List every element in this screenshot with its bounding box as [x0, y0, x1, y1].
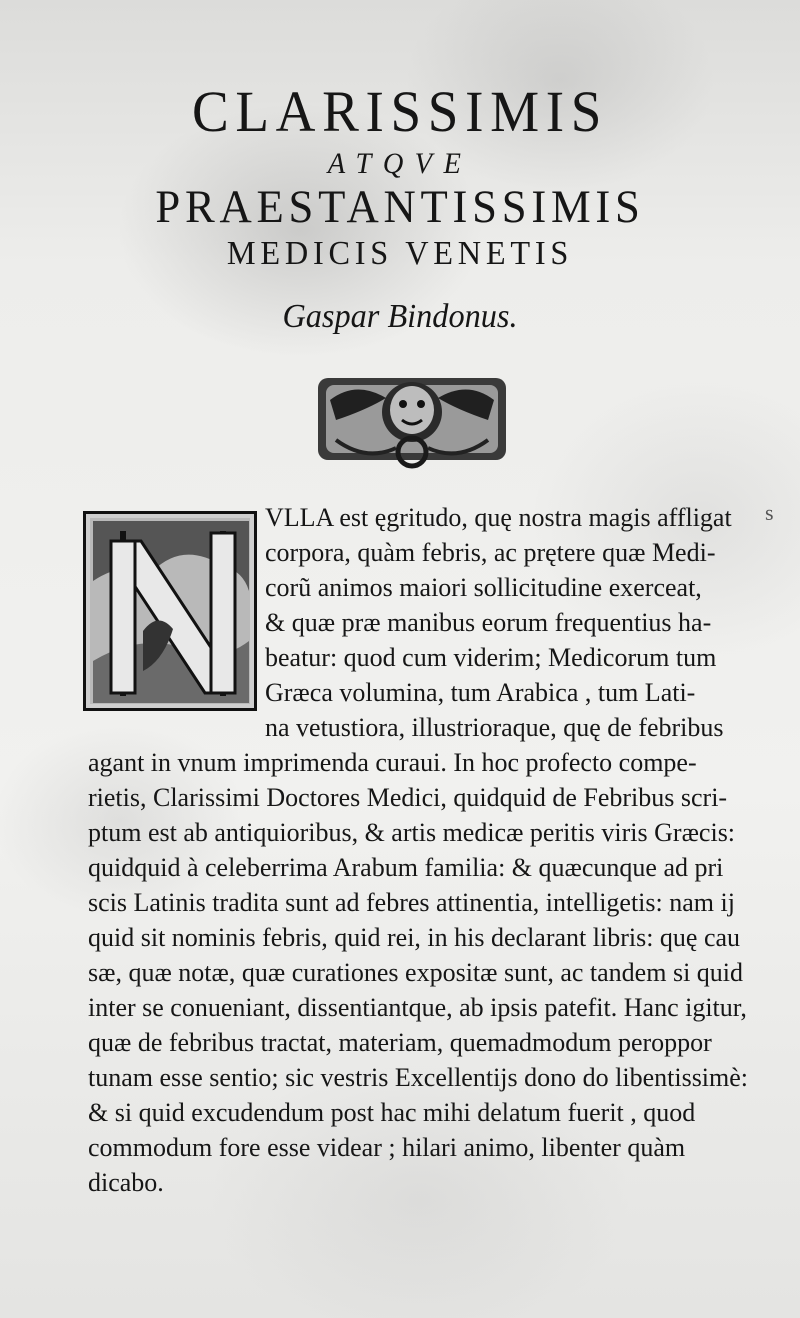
- body-line: na vetustiora, illustrioraque, quę de febribus: [265, 713, 724, 742]
- body-line: corũ animos maiori sollicitudine exerceat,: [265, 573, 702, 602]
- body-line: quæ de febribus tractat, materiam, quemadmodum peroppor: [88, 1028, 712, 1057]
- body-line: ptum est ab antiquioribus, & artis medicæ peritis viris Græcis:: [88, 818, 736, 847]
- body-line: tunam esse sentio; sic vestris Excellentijs dono do libentissimè:: [88, 1063, 749, 1092]
- heading-line-1: CLARISSIMIS: [191, 79, 609, 144]
- body-line: scis Latinis tradita sunt ad febres attinentia, intelligetis: nam ij: [88, 888, 735, 917]
- heading-line-2: ATQVE: [327, 147, 473, 180]
- body-line: beatur: quod cum viderim; Medicorum tum: [265, 643, 717, 672]
- body-line: agant in vnum imprimenda curaui. In hoc profecto compe-: [88, 748, 697, 777]
- ornament-mask-icon: [316, 370, 508, 474]
- body-line: corpora, quàm febris, ac prętere quæ Medi-: [265, 538, 716, 567]
- body-line: Græca volumina, tum Arabica , tum Lati-: [265, 678, 696, 707]
- body-line: & quæ præ manibus eorum frequentius ha-: [265, 608, 712, 637]
- margin-mark: s: [765, 500, 774, 525]
- body-line: quidquid à celeberrima Arabum familia: & quæcunque ad pri: [88, 853, 724, 882]
- body-line: & si quid excudendum post hac mihi delatum fuerit , quod: [88, 1098, 696, 1127]
- body-line: dicabo.: [88, 1168, 164, 1197]
- printer-name: Gaspar Bindonus.: [282, 298, 518, 335]
- body-line: sæ, quæ notæ, quæ curationes expositæ sunt, ac tandem si quid: [88, 958, 744, 987]
- body-line: inter se conueniant, dissentiantque, ab ipsis patefit. Hanc igitur,: [88, 993, 747, 1022]
- heading-line-3: PRAESTANTISSIMIS: [155, 181, 645, 233]
- body-line: rietis, Clarissimi Doctores Medici, quidquid de Febribus scri-: [88, 783, 728, 812]
- body-line: VLLA est ęgritudo, quę nostra magis affligat: [265, 503, 732, 532]
- body-line: commodum fore esse videar ; hilari animo, libenter quàm: [88, 1133, 686, 1162]
- heading-line-4: MEDICIS VENETIS: [226, 235, 574, 272]
- body-line: quid sit nominis febris, quid rei, in his declarant libris: quę cau: [88, 923, 741, 952]
- decorated-initial-n: [83, 511, 257, 711]
